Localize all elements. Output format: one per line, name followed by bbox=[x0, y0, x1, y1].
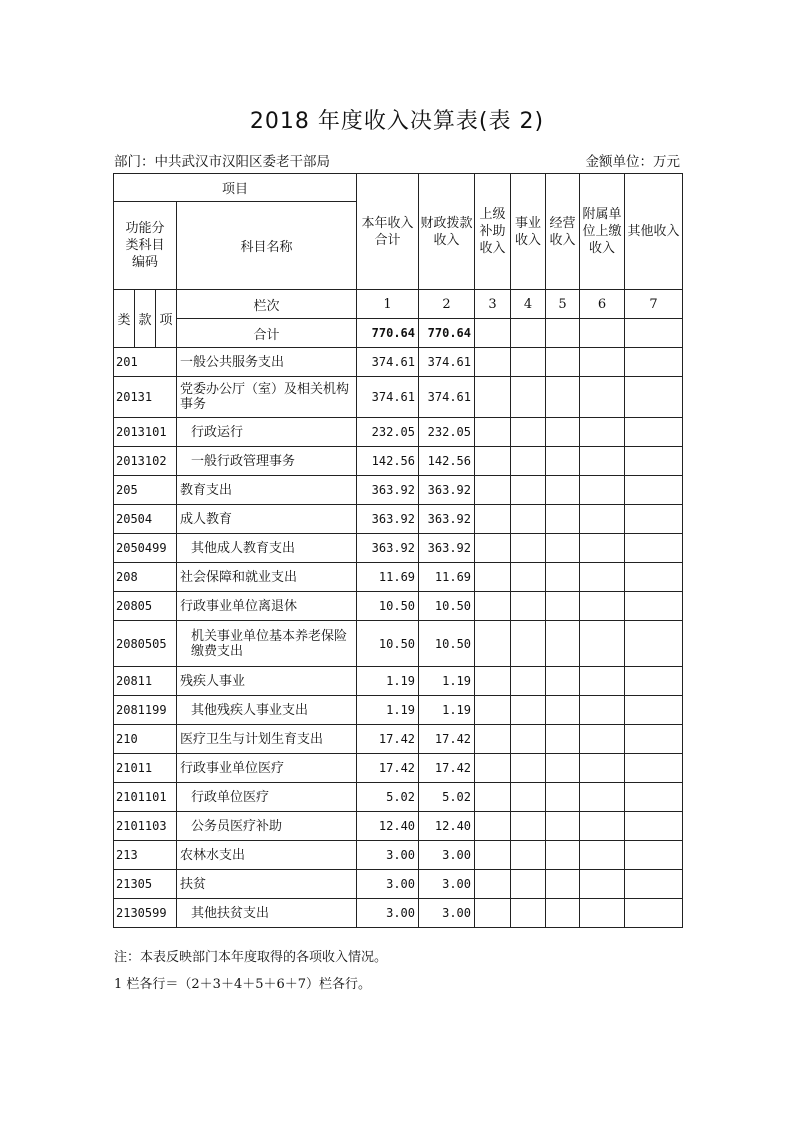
row-business-income bbox=[511, 870, 546, 899]
row-affiliate-income bbox=[580, 754, 625, 783]
header-col-superior: 上级补助收入 bbox=[475, 174, 511, 290]
row-superior-income bbox=[475, 621, 511, 667]
row-other-income bbox=[625, 476, 683, 505]
row-operating-income bbox=[546, 783, 580, 812]
row-operating-income bbox=[546, 621, 580, 667]
row-total-income: 363.92 bbox=[357, 505, 419, 534]
row-total-income: 232.05 bbox=[357, 418, 419, 447]
row-total-income: 374.61 bbox=[357, 348, 419, 377]
row-fiscal-income: 3.00 bbox=[419, 841, 475, 870]
header-col-other: 其他收入 bbox=[625, 174, 683, 290]
row-affiliate-income bbox=[580, 418, 625, 447]
row-other-income bbox=[625, 505, 683, 534]
row-superior-income bbox=[475, 418, 511, 447]
page-title: 2018 年度收入决算表(表 2) bbox=[249, 109, 545, 134]
row-business-income bbox=[511, 534, 546, 563]
row-affiliate-income bbox=[580, 667, 625, 696]
row-subject-name: 教育支出 bbox=[177, 476, 357, 505]
col-number: 4 bbox=[511, 290, 546, 319]
row-operating-income bbox=[546, 841, 580, 870]
row-code: 21011 bbox=[114, 754, 177, 783]
row-affiliate-income bbox=[580, 812, 625, 841]
row-superior-income bbox=[475, 667, 511, 696]
header-project: 项目 bbox=[114, 174, 357, 202]
row-total-income: 1.19 bbox=[357, 696, 419, 725]
row-business-income bbox=[511, 841, 546, 870]
row-business-income bbox=[511, 348, 546, 377]
header-row-lanci bbox=[114, 290, 683, 319]
total-row bbox=[114, 319, 683, 348]
row-other-income bbox=[625, 348, 683, 377]
row-subject-name: 行政事业单位离退休 bbox=[177, 592, 357, 621]
row-subject-name: 其他成人教育支出 bbox=[177, 534, 357, 563]
row-business-income bbox=[511, 418, 546, 447]
note-line-2: 1 栏各行＝（2＋3＋4＋5＋6＋7）栏各行。 bbox=[114, 977, 372, 992]
row-total-income: 363.92 bbox=[357, 476, 419, 505]
row-other-income bbox=[625, 534, 683, 563]
row-total-income: 11.69 bbox=[357, 563, 419, 592]
table-row bbox=[114, 841, 683, 870]
row-subject-name: 医疗卫生与计划生育支出 bbox=[177, 725, 357, 754]
table-row bbox=[114, 667, 683, 696]
header-col-operating: 经营收入 bbox=[546, 174, 580, 290]
row-total-income: 3.00 bbox=[357, 899, 419, 928]
table-row bbox=[114, 870, 683, 899]
row-operating-income bbox=[546, 754, 580, 783]
row-total-income: 17.42 bbox=[357, 725, 419, 754]
row-business-income bbox=[511, 696, 546, 725]
header-xiang: 项 bbox=[156, 290, 177, 348]
header-func-code: 功能分类科目编码 bbox=[114, 202, 177, 290]
row-total-income: 12.40 bbox=[357, 812, 419, 841]
row-superior-income bbox=[475, 377, 511, 418]
row-fiscal-income: 1.19 bbox=[419, 667, 475, 696]
row-superior-income bbox=[475, 348, 511, 377]
income-table bbox=[113, 173, 683, 928]
header-lanci: 栏次 bbox=[177, 290, 357, 319]
row-business-income bbox=[511, 621, 546, 667]
col-number: 7 bbox=[625, 290, 683, 319]
header-subject-name: 科目名称 bbox=[177, 202, 357, 290]
row-operating-income bbox=[546, 812, 580, 841]
row-code: 2013102 bbox=[114, 447, 177, 476]
table-row bbox=[114, 592, 683, 621]
row-operating-income bbox=[546, 418, 580, 447]
row-superior-income bbox=[475, 812, 511, 841]
row-code: 205 bbox=[114, 476, 177, 505]
row-fiscal-income: 10.50 bbox=[419, 621, 475, 667]
row-fiscal-income: 3.00 bbox=[419, 870, 475, 899]
row-business-income bbox=[511, 447, 546, 476]
row-subject-name: 一般公共服务支出 bbox=[177, 348, 357, 377]
row-superior-income bbox=[475, 447, 511, 476]
table-row bbox=[114, 725, 683, 754]
col-number: 6 bbox=[580, 290, 625, 319]
row-affiliate-income bbox=[580, 621, 625, 667]
row-affiliate-income bbox=[580, 377, 625, 418]
row-subject-name: 其他扶贫支出 bbox=[177, 899, 357, 928]
row-total-income: 374.61 bbox=[357, 377, 419, 418]
row-total-income: 10.50 bbox=[357, 621, 419, 667]
row-other-income bbox=[625, 783, 683, 812]
row-subject-name: 残疾人事业 bbox=[177, 667, 357, 696]
row-other-income bbox=[625, 592, 683, 621]
row-affiliate-income bbox=[580, 476, 625, 505]
table-row bbox=[114, 621, 683, 667]
row-business-income bbox=[511, 667, 546, 696]
row-superior-income bbox=[475, 563, 511, 592]
row-operating-income bbox=[546, 725, 580, 754]
row-superior-income bbox=[475, 870, 511, 899]
row-fiscal-income: 17.42 bbox=[419, 725, 475, 754]
row-fiscal-income: 17.42 bbox=[419, 754, 475, 783]
row-operating-income bbox=[546, 870, 580, 899]
row-affiliate-income bbox=[580, 505, 625, 534]
row-other-income bbox=[625, 899, 683, 928]
row-subject-name: 行政运行 bbox=[177, 418, 357, 447]
row-total-income: 17.42 bbox=[357, 754, 419, 783]
row-subject-name: 成人教育 bbox=[177, 505, 357, 534]
row-business-income bbox=[511, 505, 546, 534]
row-total-income: 363.92 bbox=[357, 534, 419, 563]
row-superior-income bbox=[475, 841, 511, 870]
row-subject-name: 行政单位医疗 bbox=[177, 783, 357, 812]
row-code: 20805 bbox=[114, 592, 177, 621]
row-total-income: 10.50 bbox=[357, 592, 419, 621]
row-fiscal-income: 374.61 bbox=[419, 377, 475, 418]
row-other-income bbox=[625, 563, 683, 592]
total-income-value: 770.64 bbox=[357, 319, 419, 348]
row-operating-income bbox=[546, 667, 580, 696]
row-operating-income bbox=[546, 592, 580, 621]
table-row bbox=[114, 754, 683, 783]
row-affiliate-income bbox=[580, 870, 625, 899]
header-col-total: 本年收入合计 bbox=[357, 174, 419, 290]
row-code: 2081199 bbox=[114, 696, 177, 725]
row-subject-name: 其他残疾人事业支出 bbox=[177, 696, 357, 725]
row-total-income: 1.19 bbox=[357, 667, 419, 696]
row-affiliate-income bbox=[580, 563, 625, 592]
row-business-income bbox=[511, 592, 546, 621]
row-other-income bbox=[625, 377, 683, 418]
row-business-income bbox=[511, 783, 546, 812]
row-superior-income bbox=[475, 505, 511, 534]
row-code: 2080505 bbox=[114, 621, 177, 667]
row-operating-income bbox=[546, 377, 580, 418]
row-superior-income bbox=[475, 476, 511, 505]
row-subject-name: 机关事业单位基本养老保险缴费支出 bbox=[177, 621, 357, 667]
row-fiscal-income: 5.02 bbox=[419, 783, 475, 812]
row-code: 2013101 bbox=[114, 418, 177, 447]
row-affiliate-income bbox=[580, 592, 625, 621]
row-other-income bbox=[625, 725, 683, 754]
row-other-income bbox=[625, 667, 683, 696]
total-fiscal-value: 770.64 bbox=[419, 319, 475, 348]
row-business-income bbox=[511, 899, 546, 928]
row-code: 201 bbox=[114, 348, 177, 377]
row-other-income bbox=[625, 870, 683, 899]
col-number: 3 bbox=[475, 290, 511, 319]
table-row bbox=[114, 476, 683, 505]
row-fiscal-income: 1.19 bbox=[419, 696, 475, 725]
amount-unit-label: 金额单位：万元 bbox=[585, 154, 680, 170]
row-operating-income bbox=[546, 447, 580, 476]
table-row bbox=[114, 812, 683, 841]
row-subject-name: 社会保障和就业支出 bbox=[177, 563, 357, 592]
row-code: 210 bbox=[114, 725, 177, 754]
row-affiliate-income bbox=[580, 696, 625, 725]
table-row bbox=[114, 348, 683, 377]
row-other-income bbox=[625, 841, 683, 870]
row-fiscal-income: 3.00 bbox=[419, 899, 475, 928]
row-operating-income bbox=[546, 534, 580, 563]
row-operating-income bbox=[546, 348, 580, 377]
table-row bbox=[114, 899, 683, 928]
row-total-income: 3.00 bbox=[357, 841, 419, 870]
row-superior-income bbox=[475, 783, 511, 812]
row-operating-income bbox=[546, 505, 580, 534]
row-affiliate-income bbox=[580, 783, 625, 812]
row-code: 2101103 bbox=[114, 812, 177, 841]
row-code: 2050499 bbox=[114, 534, 177, 563]
row-fiscal-income: 363.92 bbox=[419, 505, 475, 534]
row-total-income: 5.02 bbox=[357, 783, 419, 812]
header-lei: 类 bbox=[114, 290, 135, 348]
row-code: 20504 bbox=[114, 505, 177, 534]
table-row bbox=[114, 418, 683, 447]
table-row bbox=[114, 534, 683, 563]
row-superior-income bbox=[475, 534, 511, 563]
row-business-income bbox=[511, 476, 546, 505]
row-other-income bbox=[625, 812, 683, 841]
row-code: 20811 bbox=[114, 667, 177, 696]
department-label: 部门：中共武汉市汉阳区委老干部局 bbox=[114, 154, 330, 170]
row-affiliate-income bbox=[580, 534, 625, 563]
table-row bbox=[114, 783, 683, 812]
row-total-income: 142.56 bbox=[357, 447, 419, 476]
table-row bbox=[114, 696, 683, 725]
row-total-income: 3.00 bbox=[357, 870, 419, 899]
row-superior-income bbox=[475, 899, 511, 928]
row-fiscal-income: 374.61 bbox=[419, 348, 475, 377]
row-fiscal-income: 12.40 bbox=[419, 812, 475, 841]
row-fiscal-income: 363.92 bbox=[419, 476, 475, 505]
row-superior-income bbox=[475, 592, 511, 621]
row-code: 2130599 bbox=[114, 899, 177, 928]
row-other-income bbox=[625, 447, 683, 476]
row-superior-income bbox=[475, 725, 511, 754]
header-row-project bbox=[114, 174, 683, 202]
row-fiscal-income: 11.69 bbox=[419, 563, 475, 592]
table-row bbox=[114, 377, 683, 418]
row-business-income bbox=[511, 725, 546, 754]
row-fiscal-income: 142.56 bbox=[419, 447, 475, 476]
row-subject-name: 一般行政管理事务 bbox=[177, 447, 357, 476]
row-operating-income bbox=[546, 563, 580, 592]
row-business-income bbox=[511, 812, 546, 841]
row-subject-name: 扶贫 bbox=[177, 870, 357, 899]
header-kuan: 款 bbox=[135, 290, 156, 348]
row-subject-name: 行政事业单位医疗 bbox=[177, 754, 357, 783]
row-subject-name: 公务员医疗补助 bbox=[177, 812, 357, 841]
table-row bbox=[114, 505, 683, 534]
note-line-1: 注：本表反映部门本年度取得的各项收入情况。 bbox=[114, 950, 388, 965]
row-affiliate-income bbox=[580, 841, 625, 870]
row-code: 213 bbox=[114, 841, 177, 870]
col-number: 1 bbox=[357, 290, 419, 319]
row-operating-income bbox=[546, 899, 580, 928]
row-code: 2101101 bbox=[114, 783, 177, 812]
row-subject-name: 农林水支出 bbox=[177, 841, 357, 870]
header-col-affiliate: 附属单位上缴收入 bbox=[580, 174, 625, 290]
row-other-income bbox=[625, 696, 683, 725]
row-business-income bbox=[511, 377, 546, 418]
table-row bbox=[114, 447, 683, 476]
row-code: 208 bbox=[114, 563, 177, 592]
row-superior-income bbox=[475, 696, 511, 725]
col-number: 5 bbox=[546, 290, 580, 319]
col-number: 2 bbox=[419, 290, 475, 319]
header-col-business: 事业收入 bbox=[511, 174, 546, 290]
row-business-income bbox=[511, 563, 546, 592]
header-col-fiscal: 财政拨款收入 bbox=[419, 174, 475, 290]
row-operating-income bbox=[546, 476, 580, 505]
total-label: 合计 bbox=[177, 319, 357, 348]
table-row bbox=[114, 563, 683, 592]
row-subject-name: 党委办公厅（室）及相关机构事务 bbox=[177, 377, 357, 418]
row-code: 21305 bbox=[114, 870, 177, 899]
row-affiliate-income bbox=[580, 725, 625, 754]
row-affiliate-income bbox=[580, 447, 625, 476]
row-operating-income bbox=[546, 696, 580, 725]
row-business-income bbox=[511, 754, 546, 783]
row-superior-income bbox=[475, 754, 511, 783]
row-fiscal-income: 232.05 bbox=[419, 418, 475, 447]
row-code: 20131 bbox=[114, 377, 177, 418]
row-other-income bbox=[625, 418, 683, 447]
row-fiscal-income: 10.50 bbox=[419, 592, 475, 621]
row-affiliate-income bbox=[580, 899, 625, 928]
row-affiliate-income bbox=[580, 348, 625, 377]
row-other-income bbox=[625, 621, 683, 667]
row-other-income bbox=[625, 754, 683, 783]
row-fiscal-income: 363.92 bbox=[419, 534, 475, 563]
